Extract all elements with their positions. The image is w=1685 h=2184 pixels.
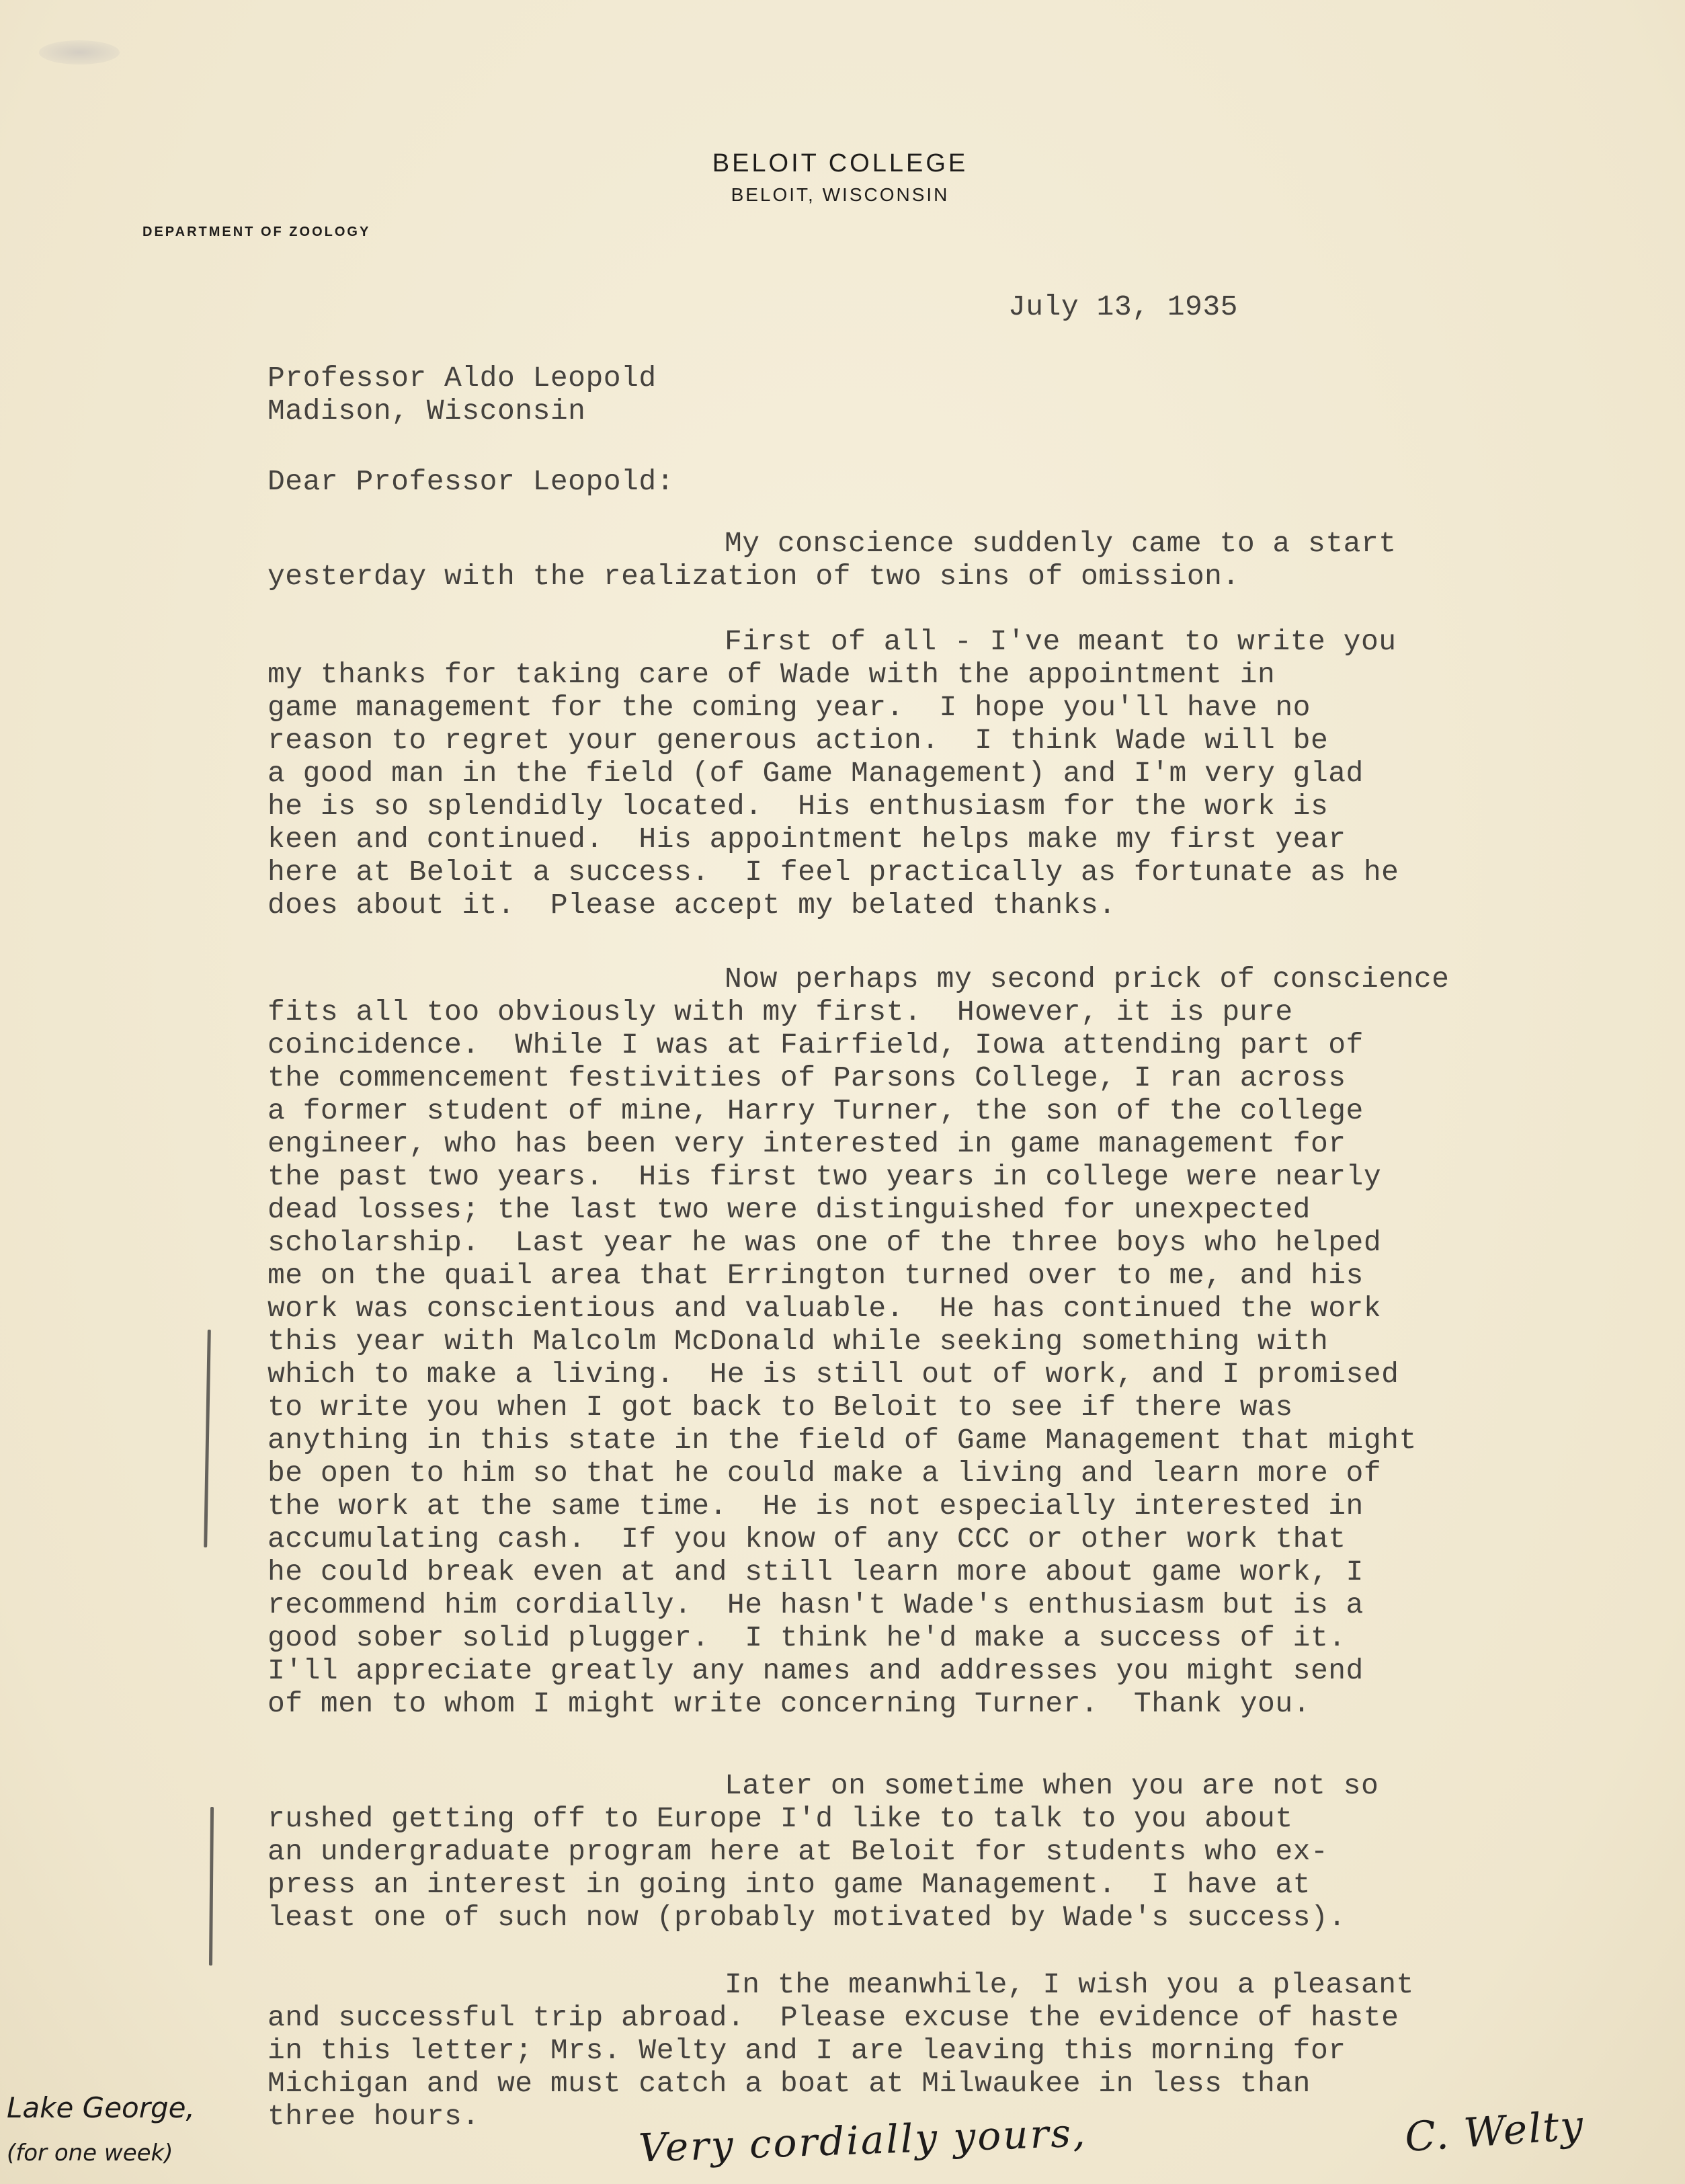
typed-line-text: dead losses; the last two were distinguished for unexpected — [268, 1193, 1311, 1226]
margin-note-line-2: (for one week) — [7, 2140, 173, 2167]
typed-line-text: Later on sometime when you are not so — [725, 1769, 1379, 1802]
closing: Very cordially yours, — [638, 2109, 1088, 2171]
typed-line — [268, 625, 1399, 658]
typed-line-text: reason to regret your generous action. I think Wade will be — [268, 724, 1329, 757]
typed-line-text: least one of such now (probably motivated by Wade's success). — [268, 1901, 1346, 1934]
typed-line — [268, 1490, 1449, 1523]
typed-line — [268, 1523, 1449, 1555]
typed-line-text: Michigan and we must catch a boat at Milwaukee in less than — [268, 2067, 1311, 2100]
typed-line — [268, 1901, 1379, 1934]
typed-line-text: I'll appreciate greatly any names and addresses you might send — [268, 1654, 1364, 1687]
typed-line — [268, 1160, 1449, 1193]
margin-note-line-1: Lake George, — [7, 2091, 195, 2124]
typed-line-text: in this letter; Mrs. Welty and I are leaving this morning for — [268, 2034, 1346, 2067]
typed-line-text: he is so splendidly located. His enthusiasm for the work is — [268, 790, 1329, 823]
margin-pencil-line — [209, 1807, 214, 1966]
typed-line — [268, 1127, 1449, 1160]
typed-line — [268, 2067, 1414, 2100]
typed-line-text: recommend him cordially. He hasn't Wade's enthusiasm but is a — [268, 1588, 1364, 1621]
margin-note — [7, 2087, 195, 2175]
signature: C. Welty — [1403, 2101, 1586, 2162]
typed-line — [268, 1457, 1449, 1490]
typed-line-text: me on the quail area that Errington turned over to me, and his — [268, 1259, 1364, 1292]
typed-line-text: the past two years. His first two years in college were nearly — [268, 1160, 1382, 1193]
letter-date: July 13, 1935 — [1008, 290, 1238, 323]
margin-pencil-line — [204, 1330, 211, 1547]
typed-line-text: which to make a living. He is still out of work, and I promised — [268, 1358, 1399, 1391]
paragraph-3 — [268, 963, 1449, 1720]
typed-line — [268, 1621, 1449, 1654]
typed-line — [268, 2034, 1414, 2067]
typed-line — [268, 757, 1399, 790]
typed-line-text: and successful trip abroad. Please excuse the evidence of haste — [268, 2001, 1399, 2034]
typed-line-text: an undergraduate program here at Beloit for students who ex- — [268, 1835, 1329, 1868]
typed-line-text: three hours. — [268, 2100, 480, 2133]
typed-line — [268, 996, 1449, 1028]
typed-line-text: In the meanwhile, I wish you a pleasant — [725, 1968, 1414, 2001]
typed-line-text: My conscience suddenly came to a start — [725, 527, 1397, 560]
typed-line-text: a good man in the field (of Game Management) and I'm very glad — [268, 757, 1364, 790]
typed-line — [268, 1259, 1449, 1292]
typed-line-text: a former student of mine, Harry Turner, the son of the college — [268, 1094, 1364, 1127]
typed-line — [268, 790, 1399, 823]
typed-line-text: yesterday with the realization of two sins of omission. — [268, 560, 1240, 593]
typed-line-text: here at Beloit a success. I feel practically as fortunate as he — [268, 856, 1399, 889]
typed-line-text: good sober solid plugger. I think he'd make a success of it. — [268, 1621, 1346, 1654]
typed-line-text: the commencement festivities of Parsons College, I ran across — [268, 1061, 1346, 1094]
typed-line-text: my thanks for taking care of Wade with the appointment in — [268, 658, 1276, 691]
typed-line — [268, 1769, 1379, 1802]
letterhead-department: DEPARTMENT OF ZOOLOGY — [142, 225, 371, 239]
typed-line — [268, 560, 1397, 593]
typed-line-text: the work at the same time. He is not especially interested in — [268, 1490, 1364, 1523]
typed-line-text: fits all too obviously with my first. However, it is pure — [268, 996, 1293, 1028]
typed-line-text: rushed getting off to Europe I'd like to talk to you about — [268, 1802, 1293, 1835]
typed-line-text: anything in this state in the field of Game Management that might — [268, 1424, 1417, 1457]
typed-line — [268, 1028, 1449, 1061]
typed-line — [268, 889, 1399, 922]
typed-line — [268, 658, 1399, 691]
paragraph-5 — [268, 1968, 1414, 2133]
salutation: Dear Professor Leopold: — [268, 465, 674, 498]
letterhead-city: BELOIT, WISCONSIN — [731, 184, 950, 205]
paragraph-4 — [268, 1769, 1379, 1934]
typed-line-text: coincidence. While I was at Fairfield, Iowa attending part of — [268, 1028, 1364, 1061]
typed-line-text: press an interest in going into game Management. I have at — [268, 1868, 1311, 1901]
typed-line — [268, 1588, 1449, 1621]
paper-smudge — [39, 40, 120, 65]
typed-line — [268, 963, 1449, 996]
typed-line — [268, 1061, 1449, 1094]
typed-line — [268, 724, 1399, 757]
typed-line-text: game management for the coming year. I hope you'll have no — [268, 691, 1311, 724]
typed-line-text: accumulating cash. If you know of any CCC or other work that — [268, 1523, 1346, 1555]
typed-line — [268, 1835, 1379, 1868]
typed-line-text: First of all - I've meant to write you — [725, 625, 1397, 658]
typed-line-text: Now perhaps my second prick of conscience — [725, 963, 1450, 996]
typed-line — [268, 527, 1397, 560]
typed-line — [268, 1654, 1449, 1687]
typed-line — [268, 856, 1399, 889]
typed-line-text: engineer, who has been very interested in game management for — [268, 1127, 1346, 1160]
typed-line-text: to write you when I got back to Beloit to see if there was — [268, 1391, 1293, 1424]
typed-line-text: does about it. Please accept my belated thanks. — [268, 889, 1116, 922]
typed-line — [268, 1193, 1449, 1226]
typed-line-text: work was conscientious and valuable. He has continued the work — [268, 1292, 1382, 1325]
typed-line — [268, 1968, 1414, 2001]
recipient-block — [268, 362, 657, 428]
typed-line — [268, 1802, 1379, 1835]
typed-line — [268, 1424, 1449, 1457]
typed-line-text: scholarship. Last year he was one of the three boys who helped — [268, 1226, 1382, 1259]
typed-line — [268, 1226, 1449, 1259]
typed-line — [268, 1094, 1449, 1127]
typed-line — [268, 1325, 1449, 1358]
typed-line — [268, 1292, 1449, 1325]
typed-line — [268, 691, 1399, 724]
typed-line — [268, 2001, 1414, 2034]
typed-line-text: he could break even at and still learn more about game work, I — [268, 1555, 1364, 1588]
typed-line-text: be open to him so that he could make a living and learn more of — [268, 1457, 1382, 1490]
letterhead-college: BELOIT COLLEGE — [712, 149, 969, 177]
typed-line — [268, 823, 1399, 856]
typed-line — [268, 1555, 1449, 1588]
typed-line-text: keen and continued. His appointment helps make my first year — [268, 823, 1346, 856]
recipient-city: Madison, Wisconsin — [268, 395, 586, 428]
recipient-name: Professor Aldo Leopold — [268, 362, 657, 395]
typed-line — [268, 1868, 1379, 1901]
typed-line-text: of men to whom I might write concerning Turner. Thank you. — [268, 1687, 1311, 1720]
typed-line — [268, 1391, 1449, 1424]
typed-line — [268, 1687, 1449, 1720]
typed-line — [268, 1358, 1449, 1391]
paragraph-1 — [268, 527, 1397, 593]
paragraph-2 — [268, 625, 1399, 922]
typed-line-text: this year with Malcolm McDonald while seeking something with — [268, 1325, 1329, 1358]
